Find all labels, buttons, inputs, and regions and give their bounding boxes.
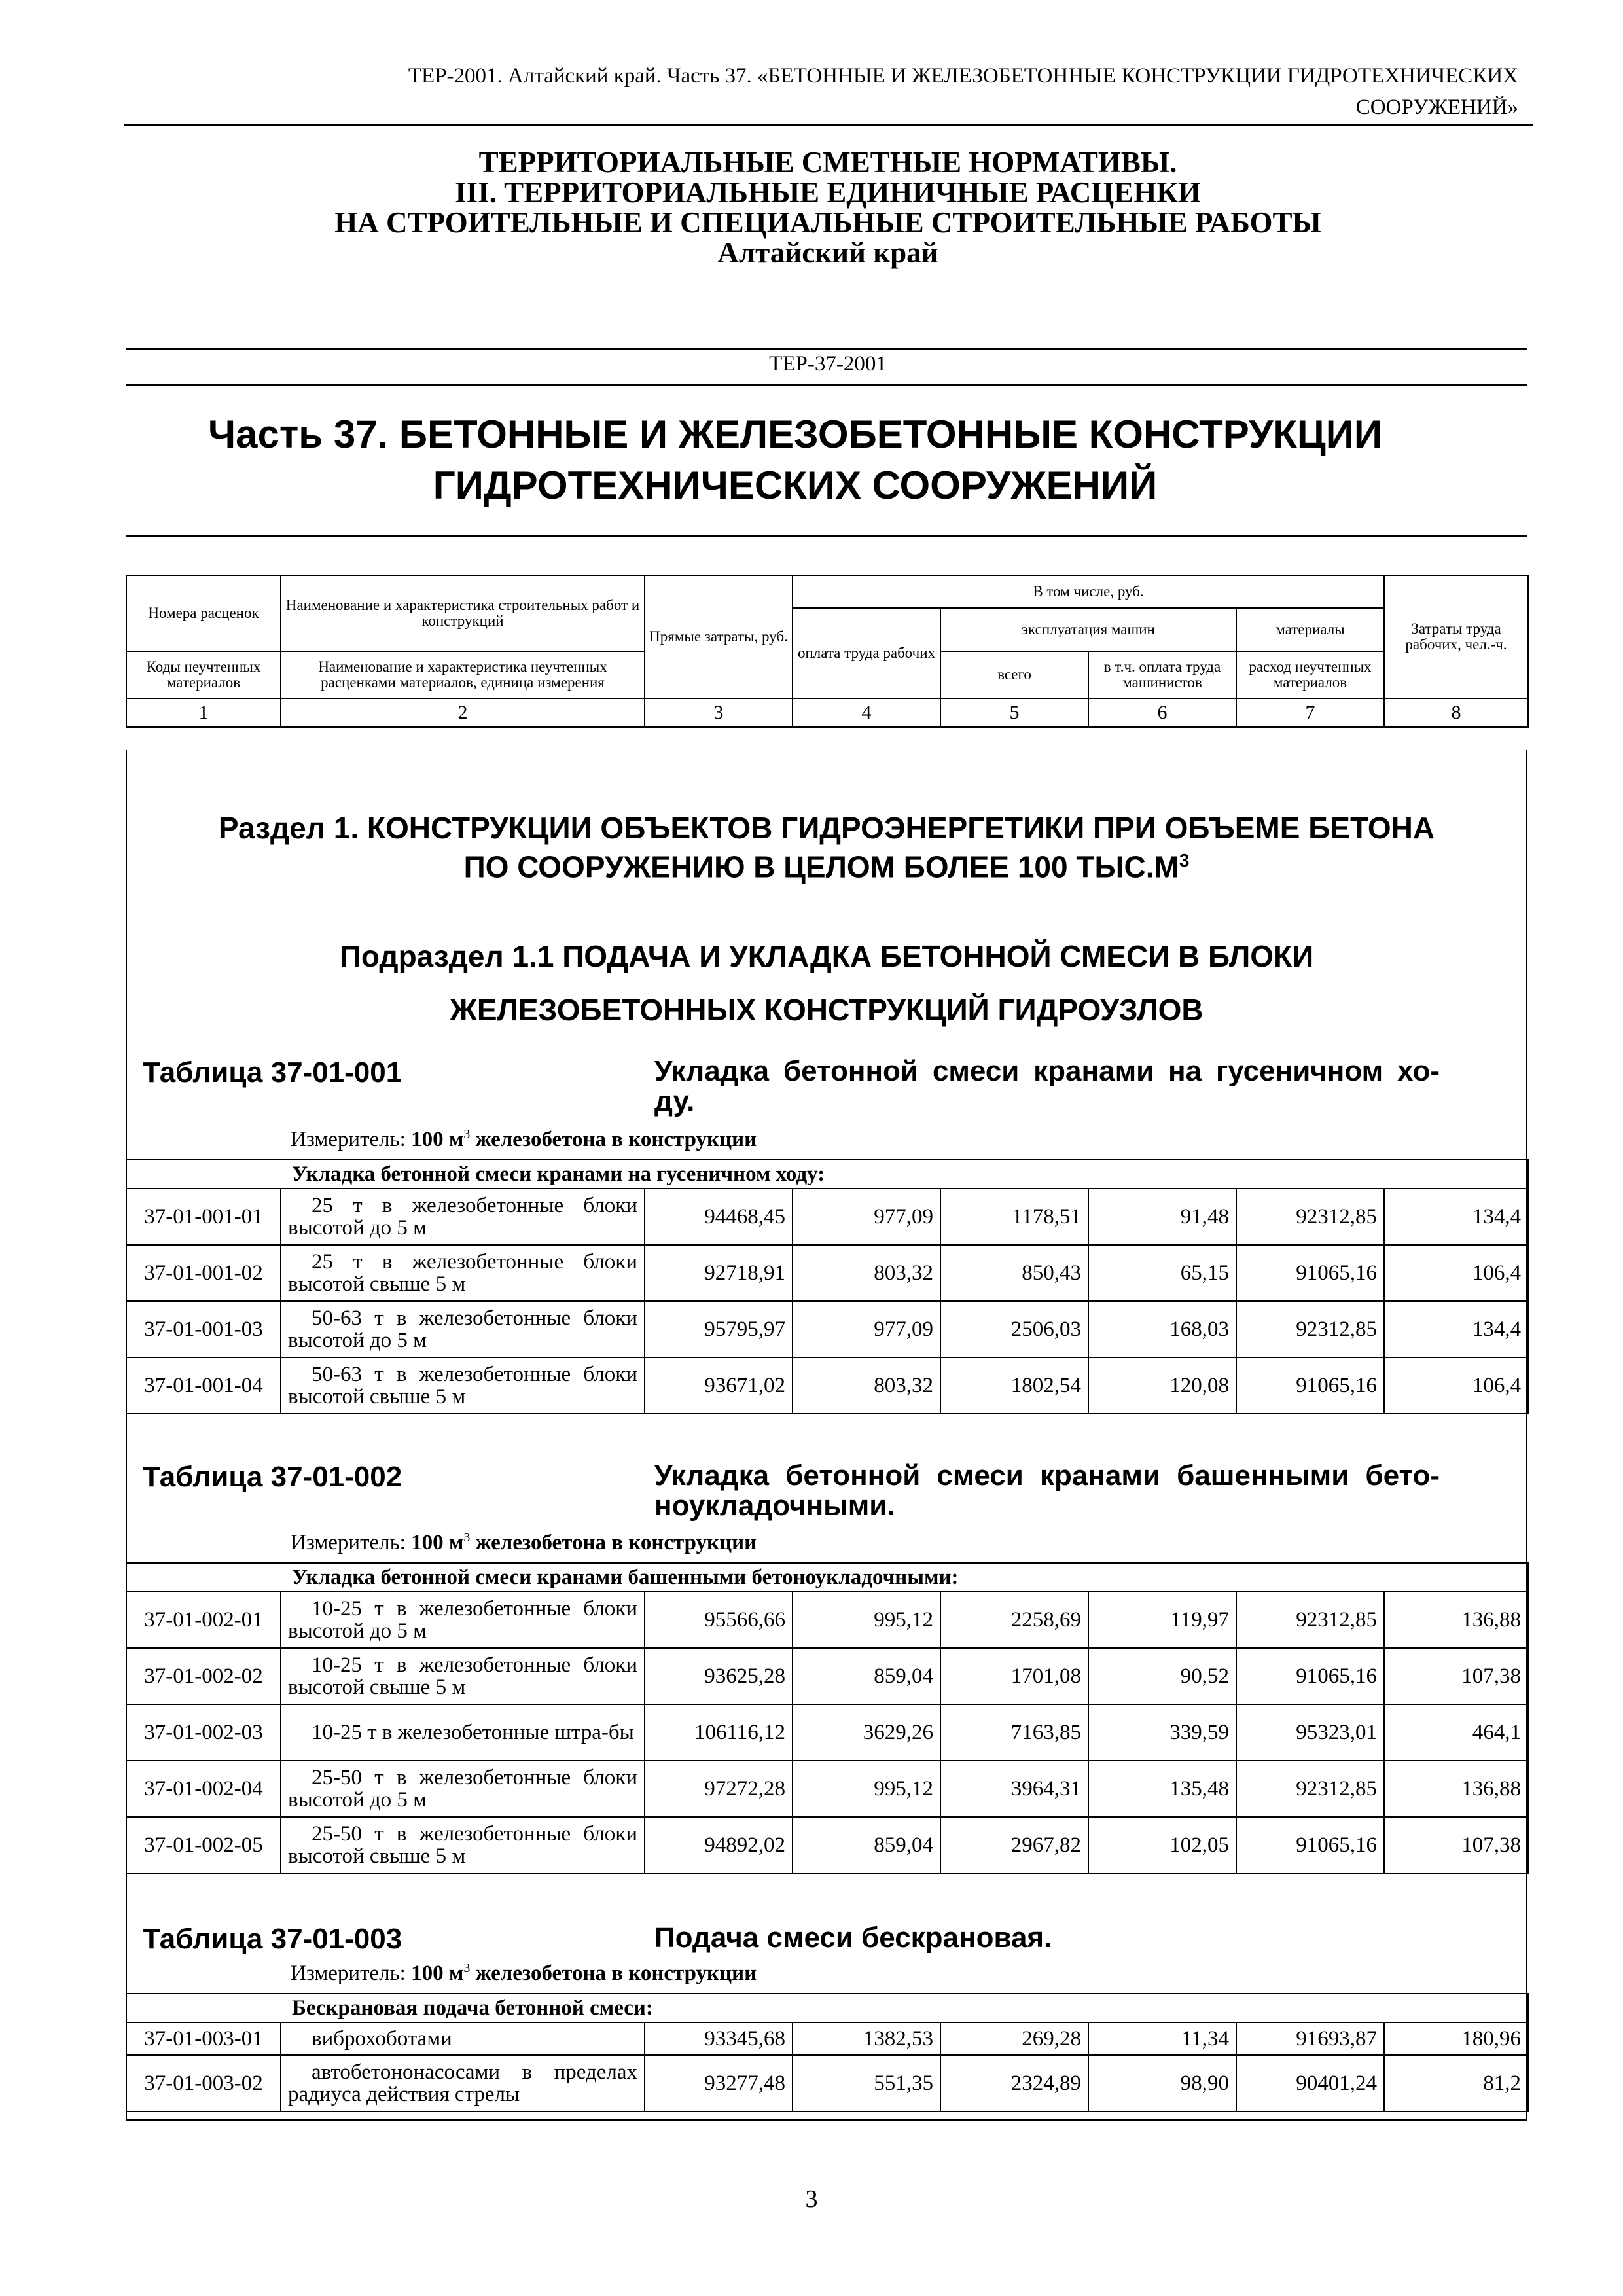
value-cell: 92312,85 [1236,1189,1384,1245]
header-rule [124,124,1533,126]
value-cell: 850,43 [940,1245,1088,1301]
header-machines-total: всего [940,651,1088,698]
value-cell: 977,09 [793,1189,940,1245]
value-cell: 3629,26 [793,1704,940,1761]
column-number: 2 [281,698,645,727]
section-line-1: Раздел 1. КОНСТРУКЦИИ ОБЪЕКТОВ ГИДРОЭНЕРГЕТИКИ ПРИ ОБЪЕМЕ БЕТОНА [218,811,1435,845]
table-row [126,1817,1528,1873]
work-name-cell: автобетононасосами в пределах радиуса действия стрелы [281,2055,645,2111]
value-cell: 120,08 [1088,1357,1236,1414]
value-cell: 551,35 [793,2055,940,2111]
measure-unit-part: Измеритель: [291,1128,412,1151]
value-cell: 995,12 [793,1592,940,1648]
part-rule [126,535,1527,537]
value-cell: 464,1 [1384,1704,1528,1761]
table-name: Подача смеси бескрановая. [654,1922,1052,1954]
value-cell: 136,88 [1384,1761,1528,1817]
header-machinist-pay: в т.ч. оплата труда машинистов [1088,651,1236,698]
running-head-line-1: ТЕР-2001. Алтайский край. Часть 37. «БЕТОННЫЕ И ЖЕЛЕЗОБЕТОННЫЕ КОНСТРУКЦИИ ГИДРОТЕХНИЧЕСКИХ [408,64,1518,88]
value-cell: 136,88 [1384,1592,1528,1648]
value-cell: 94468,45 [645,1189,793,1245]
header-machine-operation: эксплуатация машин [940,608,1236,651]
table-row [126,1648,1528,1704]
part-title [124,409,1531,511]
rate-code-cell: 37-01-003-02 [126,2055,281,2111]
value-cell: 92718,91 [645,1245,793,1301]
value-cell: 91065,16 [1236,1357,1384,1414]
measure-unit-part: 3 [463,1961,471,1975]
title-line-1: ТЕРРИТОРИАЛЬНЫЕ СМЕТНЫЕ НОРМАТИВЫ. [478,146,1177,179]
table-label: Таблица 37-01-001 [143,1056,402,1088]
rate-code-cell: 37-01-002-01 [126,1592,281,1648]
rate-code-cell: 37-01-002-02 [126,1648,281,1704]
measure-unit [291,1530,757,1555]
value-cell: 95566,66 [645,1592,793,1648]
value-cell: 106,4 [1384,1357,1528,1414]
measure-unit-part: железобетона в конструкции [470,1531,757,1554]
code-rule-bottom [126,384,1527,386]
column-header-table [126,575,1529,728]
value-cell: 81,2 [1384,2055,1528,2111]
column-number: 4 [793,698,940,727]
table-row [126,1301,1528,1357]
subsection-heading [126,929,1527,1037]
value-cell: 803,32 [793,1357,940,1414]
value-cell: 1382,53 [793,2022,940,2055]
table-row [126,1245,1528,1301]
value-cell: 803,32 [793,1245,940,1301]
part-title-line-1: Часть 37. БЕТОННЫЕ И ЖЕЛЕЗОБЕТОННЫЕ КОНСТРУКЦИИ [207,412,1383,456]
value-cell: 106,4 [1384,1245,1528,1301]
rate-code-cell: 37-01-003-01 [126,2022,281,2055]
document-code: ТЕР-37-2001 [769,352,887,376]
rates-table-002 [126,1562,1529,1874]
header-rate-numbers: Номера расценок [126,575,281,651]
value-cell: 134,4 [1384,1189,1528,1245]
value-cell: 339,59 [1088,1704,1236,1761]
value-cell: 98,90 [1088,2055,1236,2111]
work-name-cell: 25 т в железобетонные блоки высотой до 5 м [281,1189,645,1245]
measure-unit-part: 100 м [411,1128,464,1151]
value-cell: 91693,87 [1236,2022,1384,2055]
header-material-codes: Коды неучтенных материалов [126,651,281,698]
column-number: 7 [1236,698,1384,727]
rates-table-003 [126,1993,1529,2112]
column-number: 6 [1088,698,1236,727]
value-cell: 859,04 [793,1648,940,1704]
value-cell: 1701,08 [940,1648,1088,1704]
value-cell: 93345,68 [645,2022,793,2055]
value-cell: 107,38 [1384,1648,1528,1704]
value-cell: 3964,31 [940,1761,1088,1817]
value-cell: 1802,54 [940,1357,1088,1414]
work-name-cell: 25-50 т в железобетонные блоки высотой до 5 м [281,1761,645,1817]
work-name-cell: 50-63 т в железобетонные блоки высотой свыше 5 м [281,1357,645,1414]
value-cell: 93277,48 [645,2055,793,2111]
title-line-3: НА СТРОИТЕЛЬНЫЕ И СПЕЦИАЛЬНЫЕ СТРОИТЕЛЬНЫЕ РАБОТЫ [334,206,1321,239]
column-number: 8 [1384,698,1528,727]
value-cell: 7163,85 [940,1704,1088,1761]
value-cell: 102,05 [1088,1817,1236,1873]
rate-code-cell: 37-01-001-03 [126,1301,281,1357]
table-row [126,1189,1528,1245]
work-name-cell: 10-25 т в железобетонные блоки высотой до 5 м [281,1592,645,1648]
value-cell: 92312,85 [1236,1761,1384,1817]
header-worker-pay: оплата труда рабочих [793,608,940,698]
work-name-cell: 50-63 т в железобетонные блоки высотой до 5 м [281,1301,645,1357]
work-name-cell: 10-25 т в железобетонные блоки высотой свыше 5 м [281,1648,645,1704]
section-superscript: 3 [1179,850,1190,870]
value-cell: 90401,24 [1236,2055,1384,2111]
value-cell: 93625,28 [645,1648,793,1704]
value-cell: 90,52 [1088,1648,1236,1704]
table-row [126,2055,1528,2111]
table-row [126,1592,1528,1648]
value-cell: 859,04 [793,1817,940,1873]
rates-table-001 [126,1159,1529,1414]
table-caption: Укладка бетонной смеси кранами башенными бетоноукладочными: [126,1563,1528,1592]
measure-unit-part: железобетона в конструкции [470,1962,757,1985]
title-line-4: Алтайский край [717,236,938,269]
table-row [126,1357,1528,1414]
title-line-2: III. ТЕРРИТОРИАЛЬНЫЕ ЕДИНИЧНЫЕ РАСЦЕНКИ [455,176,1201,209]
value-cell: 91,48 [1088,1189,1236,1245]
page-number: 3 [805,2185,818,2213]
value-cell: 2258,69 [940,1592,1088,1648]
measure-unit-part: 100 м [411,1531,464,1554]
part-title-line-2: ГИДРОТЕХНИЧЕСКИХ СООРУЖЕНИЙ [433,463,1158,507]
value-cell: 95323,01 [1236,1704,1384,1761]
table-name: Укладка бетонной смеси кранами на гусеничном хо-ду. [654,1055,1440,1117]
running-head [126,60,1518,123]
document-title [124,147,1531,268]
rate-code-cell: 37-01-002-05 [126,1817,281,1873]
header-material-names: Наименование и характеристика неучтенных расценками материалов, единица измерения [281,651,645,698]
table-caption: Бескрановая подача бетонной смеси: [126,1994,1528,2022]
value-cell: 134,4 [1384,1301,1528,1357]
table-name: Укладка бетонной смеси кранами башенными бето-ноукладочными. [654,1460,1440,1522]
value-cell: 119,97 [1088,1592,1236,1648]
value-cell: 2506,03 [940,1301,1088,1357]
header-material-consumption: расход неучтенных материалов [1236,651,1384,698]
rate-code-cell: 37-01-001-02 [126,1245,281,1301]
measure-unit [291,1127,757,1152]
value-cell: 92312,85 [1236,1592,1384,1648]
work-name-cell: 25 т в железобетонные блоки высотой свыше 5 м [281,1245,645,1301]
rate-code-cell: 37-01-002-04 [126,1761,281,1817]
value-cell: 269,28 [940,2022,1088,2055]
value-cell: 977,09 [793,1301,940,1357]
value-cell: 94892,02 [645,1817,793,1873]
value-cell: 2967,82 [940,1817,1088,1873]
measure-unit-part: 100 м [411,1962,464,1985]
header-direct-costs: Прямые затраты, руб. [645,575,793,698]
rate-code-cell: 37-01-002-03 [126,1704,281,1761]
value-cell: 91065,16 [1236,1817,1384,1873]
value-cell: 65,15 [1088,1245,1236,1301]
value-cell: 92312,85 [1236,1301,1384,1357]
value-cell: 95795,97 [645,1301,793,1357]
header-labor-costs: Затраты труда рабочих, чел.-ч. [1384,575,1528,698]
work-name-cell: 25-50 т в железобетонные блоки высотой свыше 5 м [281,1817,645,1873]
table-label: Таблица 37-01-002 [143,1461,402,1493]
section-line-2: ПО СООРУЖЕНИЮ В ЦЕЛОМ БОЛЕЕ 100 ТЫС.М [463,850,1179,884]
measure-unit-part: 3 [463,1127,471,1141]
value-cell: 135,48 [1088,1761,1236,1817]
header-work-name: Наименование и характеристика строительных работ и конструкций [281,575,645,651]
column-number: 5 [940,698,1088,727]
section-heading [126,812,1527,883]
measure-unit-part: железобетона в конструкции [470,1128,757,1151]
value-cell: 97272,28 [645,1761,793,1817]
work-name-cell: виброхоботами [281,2022,645,2055]
value-cell: 106116,12 [645,1704,793,1761]
value-cell: 91065,16 [1236,1648,1384,1704]
subsection-line-1: Подраздел 1.1 ПОДАЧА И УКЛАДКА БЕТОННОЙ СМЕСИ В БЛОКИ [339,939,1314,973]
value-cell: 11,34 [1088,2022,1236,2055]
table-caption: Укладка бетонной смеси кранами на гусеничном ходу: [126,1160,1528,1189]
measure-unit-part: 3 [463,1530,471,1545]
code-rule-top [126,348,1527,350]
table-row [126,1704,1528,1761]
column-number: 1 [126,698,281,727]
column-number: 3 [645,698,793,727]
value-cell: 107,38 [1384,1817,1528,1873]
value-cell: 168,03 [1088,1301,1236,1357]
subsection-line-2: ЖЕЛЕЗОБЕТОННЫХ КОНСТРУКЦИЙ ГИДРОУЗЛОВ [450,993,1204,1027]
rate-code-cell: 37-01-001-01 [126,1189,281,1245]
value-cell: 93671,02 [645,1357,793,1414]
measure-unit-part: Измеритель: [291,1531,412,1554]
value-cell: 2324,89 [940,2055,1088,2111]
measure-unit [291,1961,757,1986]
work-name-cell: 10-25 т в железобетонные штра-бы [281,1704,645,1761]
table-row [126,1761,1528,1817]
header-materials: материалы [1236,608,1384,651]
value-cell: 1178,51 [940,1189,1088,1245]
value-cell: 995,12 [793,1761,940,1817]
measure-unit-part: Измеритель: [291,1962,412,1985]
value-cell: 91065,16 [1236,1245,1384,1301]
running-head-line-2: СООРУЖЕНИЙ» [1355,96,1518,119]
table-label: Таблица 37-01-003 [143,1923,402,1955]
value-cell: 180,96 [1384,2022,1528,2055]
header-including: В том числе, руб. [793,575,1384,608]
rate-code-cell: 37-01-001-04 [126,1357,281,1414]
table-row [126,2022,1528,2055]
